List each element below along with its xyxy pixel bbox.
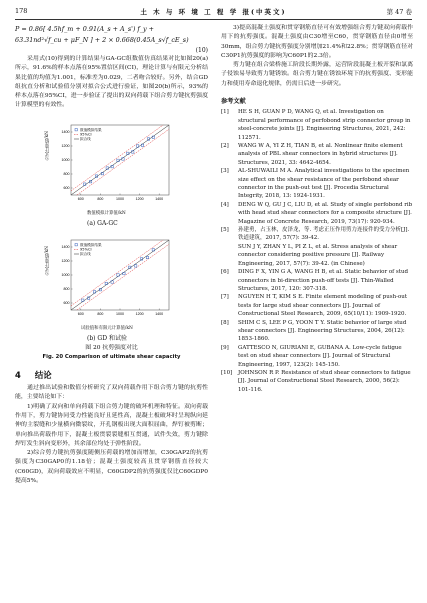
reference-number: [7] <box>221 294 229 301</box>
y-tick-label: 1200 <box>61 143 70 148</box>
equation-number: (10) <box>195 47 208 54</box>
legend-label-points: 数值模拟结果 <box>80 242 102 247</box>
page-number: 178 <box>15 7 28 15</box>
x-tick-label: 1000 <box>116 196 124 201</box>
figure-20 <box>15 115 208 363</box>
x-tick-label: 800 <box>97 311 104 316</box>
journal-title: 土 木 与 环 境 工 程 学 报(中英文) <box>140 8 287 16</box>
paragraph-conclusion-1: 1)明确了双向和单向荷载下组合剪力键的破坏机理和特征。双向荷载作用下，剪力键协同受力性能良好且延性高，混凝土板破坏时呈现纵向延伸的主裂缝和少量横向微裂纹，开孔钢板出现大面积屈曲，焊钉被剪断；单向推出荷载作用下，混凝土板贯裂裂缝相互贯通，试件失效，剪力键除焊钉发生斜向变形外，其余部位均处于弹性阶段。 <box>15 403 208 447</box>
plot-b-svg <box>55 236 173 320</box>
paragraph-outlook: 剪力键在组合梁桥施工阶段长期外露，运营阶段混凝土板开裂和氯离子侵蚀易导致剪力键锈蚀。组合剪力键在锈蚀环境下的抗剪强度、变形能力和使用寿命退化规律，仍需日后进一步研究。 <box>221 62 413 87</box>
x-tick-label: 800 <box>97 196 104 201</box>
x-tick-label: 1400 <box>155 311 164 316</box>
plot-a-xlabel: 数值模拟计算值/kN <box>87 210 126 216</box>
reference-item <box>221 243 413 268</box>
reference-item <box>221 108 413 142</box>
x-tick-label: 600 <box>77 311 84 316</box>
paragraph-validation: 采用式(10)得到的计算结果与GA-GC组数值仿真结果对比如图20(a)所示，91.6%的样本点落在95%置信区间(CI)，理论计算与有限元分析结果比值的均值为1.001，标准差为0.029，二者吻合较好。另外，结合GD组抗直分析和试验值分别对拟合公式进行验证，如图20(b)所示，93%的样本点落在95%CI，进一步验证了提出的双向荷载下组合剪力键抗剪强度计算模型的有效性。 <box>15 56 208 109</box>
reference-text: AL-SHUWAILI M A. Analytical investigations to the specimen size effect on the shear resistance of the perfobond shear connector in the push-out test [J]. Procedia Structural Integrity, 2018, 13: 1924-1931. <box>238 168 410 200</box>
x-tick-label: 1200 <box>135 311 144 316</box>
plot-b-xlabel: 试验值和有限元计算值/kN <box>81 325 133 331</box>
y-tick-label: 1000 <box>61 272 70 277</box>
paragraph-conclusion-3: 3)提高混凝土强度和贯穿钢筋直径可有效增强组合剪力键双向荷载作用下的抗剪强度。混凝土强度由C30增至C60，贯穿钢筋直径由0增至30mm，组合剪力键抗剪强度分别增加21.4%和22.8%；贯穿钢筋直径对C30P1抗剪强度的影响为C60P1的2.3倍。 <box>221 25 413 59</box>
legend-label-points: 数值模拟结果 <box>80 127 102 132</box>
reference-item <box>221 268 413 293</box>
reference-text: GATTESCO N, GIURIANI E, GUBANA A. Low-cycle fatigue test on stud shear connectors [J]. Journal of Structural Engineering, 1997, 123(2): 145-150. <box>238 344 402 368</box>
right-column <box>221 24 413 394</box>
legend-label-ci: 95%CI <box>80 132 92 137</box>
left-column <box>15 24 208 486</box>
reference-item <box>221 167 413 201</box>
volume-label: 第 47 卷 <box>386 8 412 16</box>
reference-number: [9] <box>221 344 229 351</box>
page-header <box>15 6 412 18</box>
reference-item <box>221 293 413 318</box>
reference-text: DING F X, YIN G A, WANG H B, et al. Static behavior of stud connectors in bi-direction push-off tests [J]. Thin-Walled Structures, 2017, 120: 307-318. <box>238 269 409 292</box>
y-tick-label: 800 <box>63 171 70 176</box>
plot-a <box>55 121 173 205</box>
reference-text: 孙建勇，占玉林，皮泽龙，等. 考虑正压作用剪力连接件的受力分析[J]. 铁道建筑，2017, 57(7): 39-42. <box>238 227 410 242</box>
equation-line-1: P = 0.86[ 4.5hf_m + 0.91(A_s + A_s') f_y + <box>15 25 154 33</box>
reference-text: NGUYEN H T, KIM S E. Finite element modeling of push-out tests for large stud shear connectors [J]. Journal of Constructional Steel Research, 2009, 65(10/11): 1909-1920. <box>238 294 408 318</box>
references-list <box>221 108 413 394</box>
reference-number: [8] <box>221 319 229 326</box>
y-tick-label: 1400 <box>61 244 70 249</box>
y-tick-label: 800 <box>63 286 70 291</box>
legend-label-ci: 95%CI <box>80 247 92 252</box>
plot-b-ylabel: 公式计算值/kN <box>45 245 50 276</box>
paragraph-conclusion-intro: 通过推出试验和数值分析研究了双向荷载作用下组合剪力键的抗剪性能，主要结论如下： <box>15 385 208 401</box>
references-heading: 参考文献 <box>221 98 246 106</box>
x-tick-label: 1000 <box>116 311 124 316</box>
reference-item <box>221 344 413 369</box>
reference-item <box>221 142 413 167</box>
y-tick-label: 1000 <box>61 157 70 162</box>
reference-number: [5] <box>221 227 229 234</box>
x-tick-label: 1400 <box>155 196 164 201</box>
reference-number: [6] <box>221 269 229 276</box>
legend-label-fit: 拟合线 <box>80 251 91 256</box>
reference-text: WANG W A, YI Z H, TIAN B, et al. Nonlinear finite element analysis of PBL shear connectors in hybrid structures [J]. Structures, 2021, 33: 4642-4654. <box>238 143 403 166</box>
figure-caption-cn: 图 20 抗剪强度对比 <box>85 344 138 351</box>
reference-item <box>221 226 413 243</box>
y-tick-label: 600 <box>63 185 70 190</box>
y-tick-label: 1400 <box>61 129 70 134</box>
plot-b-caption: (b) GD 和试验 <box>87 334 127 342</box>
plot-a-svg <box>55 121 173 205</box>
reference-text: DENG W Q, GU J C, LIU D, et al. Study of single perfobond rib with head stud shear connectors for a composite structure [J]. Magazine of Concrete Research, 2019, 73(17): 920-934. <box>238 201 413 225</box>
plot-a-ylabel: 公式计算值/kN <box>45 130 50 161</box>
y-tick-label: 600 <box>63 300 70 305</box>
section-heading <box>15 371 208 380</box>
reference-number: [1] <box>221 109 229 116</box>
paragraph-conclusion-2: 2)综合剪力键抗剪强度随侧压荷载的增加而增加，C30GAP2的抗剪强度为C30GAP0的1.18倍；混凝土强度较高且贯穿钢筋直径较大(C60GD)，双向荷载效应不明显，C60GDP2的抗剪强度仅比C60GDP0提高5%。 <box>15 450 208 485</box>
plot-b <box>55 236 173 320</box>
reference-item <box>221 369 413 394</box>
equation-line-2: 63.31nd²√f_cu + μF_N ] + 2 × 0.668(0.45A_s√f_cE_s) <box>15 36 189 44</box>
x-tick-label: 600 <box>77 196 84 201</box>
reference-text: SUN J Y, ZHAN Y L, PI Z L, et al. Stress analysis of shear connector considering positive pressure [J]. Railway Engineering, 2017, 57(7): 39-42. (in Chinese) <box>238 243 398 267</box>
reference-number: [3] <box>221 168 229 175</box>
reference-item <box>221 319 413 344</box>
reference-text: SHIM C S, LEE P G, YOON T Y. Static behavior of large stud shear connectors [J]. Engineering Structures, 2004, 26(12): 1853-1860. <box>238 319 407 343</box>
reference-item <box>221 201 413 226</box>
y-tick-label: 1200 <box>61 258 70 263</box>
reference-number: [4] <box>221 201 229 208</box>
reference-number: [10] <box>221 369 233 376</box>
section-number: 4 <box>15 369 21 380</box>
figure-caption-en: Fig. 20 Comparison of ultimate shear capacity <box>42 353 181 360</box>
reference-text: HE S H, GUAN P D, WANG Q, et al. Investigation on structural performance of perfobond strip connector group in steel-concrete joints [J]. Engineering Structures, 2021, 242: 112571. <box>238 109 411 141</box>
x-tick-label: 1200 <box>135 196 144 201</box>
section-title: 结论 <box>34 369 52 380</box>
reference-text: JOHNSON R P. Resistance of stud shear connectors to fatigue [J]. Journal of Constructional Steel Research, 2000, 56(2): 101-116. <box>238 369 411 393</box>
reference-number: [2] <box>221 143 229 149</box>
legend-label-fit: 拟合线 <box>80 136 91 141</box>
plot-a-caption: (a) GA-GC <box>87 219 118 227</box>
header-rule <box>15 19 412 20</box>
